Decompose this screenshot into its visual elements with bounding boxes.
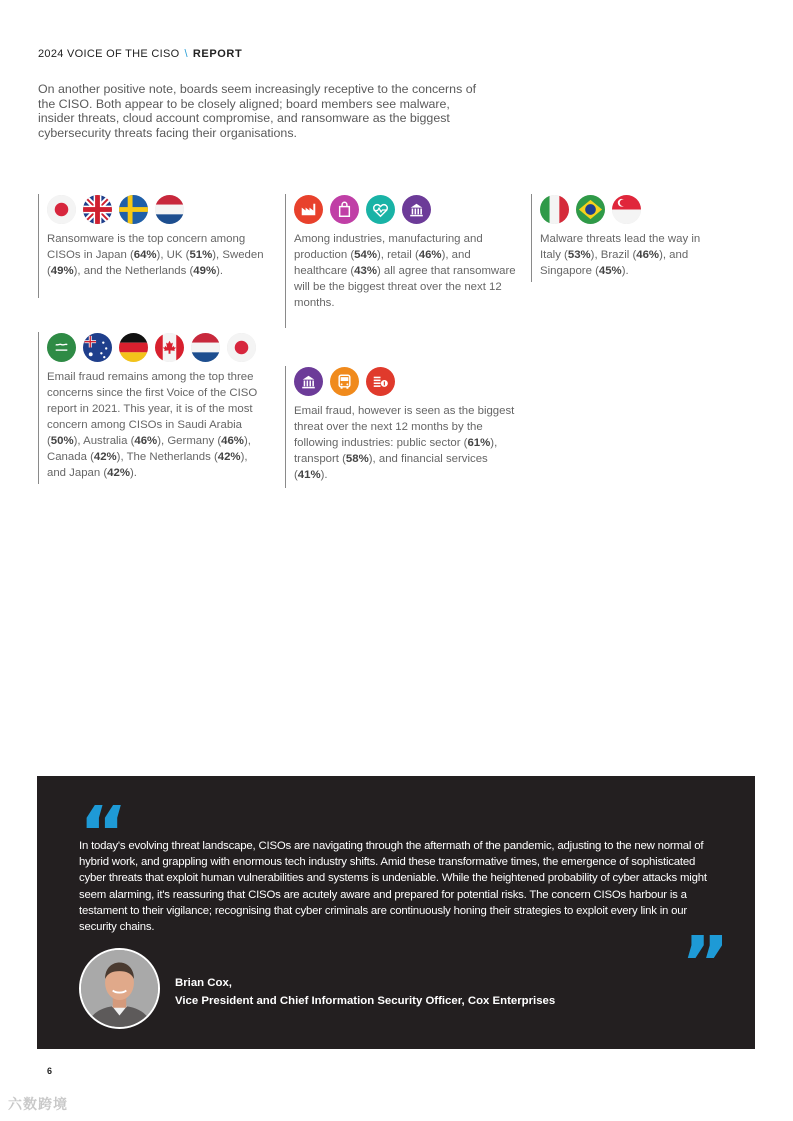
government-building-icon [402, 195, 431, 224]
japan-flag-icon [227, 333, 256, 362]
open-quote-icon: “ [79, 791, 122, 877]
flag-row [540, 194, 711, 224]
government-building-icon [294, 367, 323, 396]
stat-text: Among industries, manufacturing and production (54%), retail (46%), and healthcare (43%) all agree that ransomware will be the biggest threat over the next 12 months. [294, 233, 516, 309]
saudi-arabia-flag-icon [47, 333, 76, 362]
industry-icon-row [294, 366, 517, 396]
singapore-flag-icon [612, 195, 641, 224]
italy-flag-icon [540, 195, 569, 224]
stat-text: Malware threats lead the way in Italy (53%), Brazil (46%), and Singapore (45%). [540, 233, 701, 277]
heart-pulse-icon [366, 195, 395, 224]
shopping-bag-icon [330, 195, 359, 224]
quote-text: In today's evolving threat landscape, CISOs are navigating through the aftermath of the pandemic, adjusting to the new normal of hybrid work, and grappling with enormous tech industry shifts. Amid these transformative times, the emergence of sophisticated cyber threats that exploit human vulnerabilities and systems is undeniable. While the heightened probability of cyber attacks might seem alarming, it's reassuring that CISOs are acutely aware and prepared for potential risks. The concern CISOs harbour is a testament to their vigilance; recognising that cyber criminals are continuously honing their strategies to exploit every link in our security chains. [79, 840, 707, 934]
stat-text: Email fraud, however is seen as the biggest threat over the next 12 months by the following industries: public sector (61%), transport (58%), and financial services (41%). [294, 405, 515, 481]
header-separator: \ [184, 48, 188, 60]
avatar [79, 948, 160, 1029]
financial-services-icon [366, 367, 395, 396]
quote-box [37, 776, 755, 1049]
report-title: 2024 VOICE OF THE CISO [38, 48, 180, 60]
factory-icon [294, 195, 323, 224]
page-number: 6 [47, 1066, 53, 1076]
flag-row [47, 194, 270, 224]
australia-flag-icon [83, 333, 112, 362]
report-header [38, 48, 242, 60]
watermark: 六数跨境 [8, 1096, 68, 1112]
canada-flag-icon [155, 333, 184, 362]
netherlands-flag-icon [191, 333, 220, 362]
stat-text: Ransomware is the top concern among CISOs in Japan (64%), UK (51%), Sweden (49%), and the Netherlands (49%). [47, 233, 264, 277]
intro-paragraph: On another positive note, boards seem increasingly receptive to the concerns of the CISO. Both appear to be closely aligned; board members see malware, insider threats, cloud account compromise, and ransomware as the biggest cybersecurity threats facing their organisations. [38, 82, 477, 140]
japan-flag-icon [47, 195, 76, 224]
netherlands-flag-icon [155, 195, 184, 224]
stat-email-fraud-countries [38, 332, 268, 484]
uk-flag-icon [83, 195, 112, 224]
brazil-flag-icon [576, 195, 605, 224]
report-section: REPORT [192, 48, 243, 60]
bus-icon [330, 367, 359, 396]
stat-ransomware-countries [38, 194, 270, 298]
stat-text: Email fraud remains among the top three concerns since the first Voice of the CISO report in 2021. This year, it is of the most concern among CISOs in Saudi Arabia (50%), Australia (46%), Germany (46%), Canada (42%), The Netherlands (42%), and Japan (42%). [47, 371, 258, 479]
stat-malware-countries [531, 194, 711, 282]
stat-email-fraud-industries [285, 366, 517, 488]
close-quote-icon: ” [681, 921, 724, 1007]
stat-ransomware-industries [285, 194, 517, 328]
quote-attribution [175, 974, 555, 1010]
person-role: Vice President and Chief Information Security Officer, Cox Enterprises [175, 995, 556, 1007]
person-name: Brian Cox, [175, 977, 232, 989]
flag-row [47, 332, 268, 362]
sweden-flag-icon [119, 195, 148, 224]
germany-flag-icon [119, 333, 148, 362]
industry-icon-row [294, 194, 517, 224]
